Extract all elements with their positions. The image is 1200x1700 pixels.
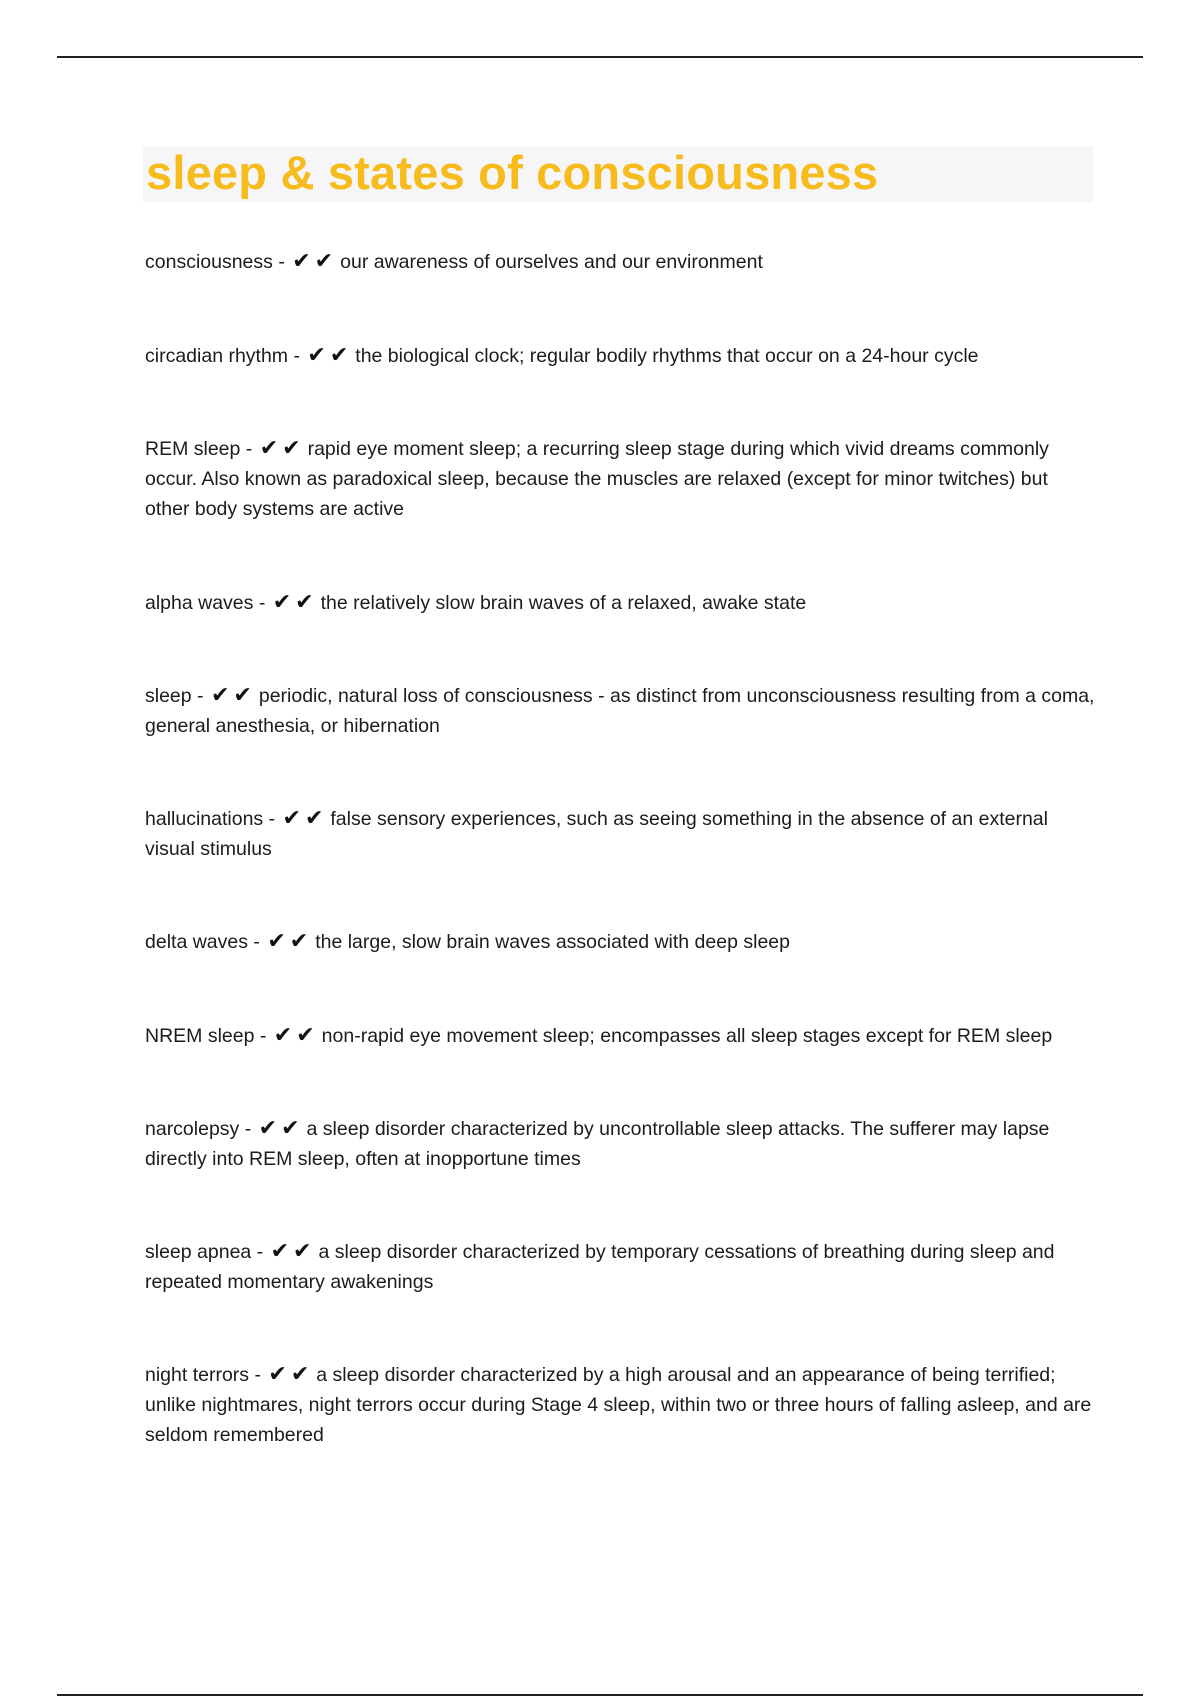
term-separator: - xyxy=(191,685,209,707)
entry-term: REM sleep xyxy=(145,438,241,460)
entry-definition: a sleep disorder characterized by temporary cessations of breathing during sleep and repeated momentary awakenings xyxy=(145,1241,1055,1293)
glossary-entry xyxy=(145,247,1095,277)
double-check-icon: ✔✔ xyxy=(282,806,328,831)
glossary-entry xyxy=(145,434,1095,524)
double-check-icon: ✔✔ xyxy=(267,929,313,954)
entry-definition: false sensory experiences, such as seeing something in the absence of an external visual stimulus xyxy=(145,808,1048,860)
page-title: sleep & states of consciousness xyxy=(146,146,879,199)
entry-term: consciousness xyxy=(145,251,273,273)
glossary-entry xyxy=(145,681,1095,741)
entry-definition: non-rapid eye movement sleep; encompasses all sleep stages except for REM sleep xyxy=(321,1025,1053,1047)
glossary-entry xyxy=(145,804,1095,864)
bottom-rule xyxy=(57,1694,1143,1696)
entry-definition: the large, slow brain waves associated with deep sleep xyxy=(315,931,790,953)
entry-definition: our awareness of ourselves and our environment xyxy=(340,251,763,273)
glossary-entry xyxy=(145,588,1095,618)
term-separator: - xyxy=(240,438,258,460)
entry-definition: a sleep disorder characterized by a high arousal and an appearance of being terrified; unlike nightmares, night terrors occur during Stage 4 sleep, within two or three hours of falling asleep, and are seldom remembered xyxy=(145,1364,1092,1446)
term-separator: - xyxy=(253,592,271,614)
double-check-icon: ✔✔ xyxy=(270,1239,316,1264)
term-separator: - xyxy=(263,808,281,830)
entry-term: sleep xyxy=(145,685,192,707)
entry-definition: a sleep disorder characterized by uncontrollable sleep attacks. The sufferer may lapse directly into REM sleep, often at inopportune times xyxy=(145,1118,1050,1170)
entry-term: night terrors xyxy=(145,1364,250,1386)
entry-definition: rapid eye moment sleep; a recurring sleep stage during which vivid dreams commonly occur. Also known as paradoxical sleep, because the muscles are relaxed (except for minor twitches) but other body systems are active xyxy=(145,438,1049,520)
double-check-icon: ✔✔ xyxy=(307,343,353,368)
entry-term: sleep apnea xyxy=(145,1241,252,1263)
double-check-icon: ✔✔ xyxy=(292,249,338,274)
term-separator: - xyxy=(254,1025,272,1047)
term-separator: - xyxy=(272,251,291,273)
entry-term: hallucinations xyxy=(145,808,264,830)
term-separator: - xyxy=(249,1364,267,1386)
entry-definition: the biological clock; regular bodily rhythms that occur on a 24-hour cycle xyxy=(355,345,979,367)
double-check-icon: ✔✔ xyxy=(273,1023,319,1048)
top-rule xyxy=(57,56,1143,58)
glossary-entry xyxy=(145,1237,1095,1297)
glossary-entry xyxy=(145,341,1095,371)
entry-term: delta waves xyxy=(145,931,248,953)
double-check-icon: ✔✔ xyxy=(268,1362,314,1387)
entry-term: circadian rhythm xyxy=(145,345,289,367)
entry-term: alpha waves xyxy=(145,592,254,614)
entry-term: narcolepsy xyxy=(145,1118,240,1140)
double-check-icon: ✔✔ xyxy=(258,1116,304,1141)
double-check-icon: ✔✔ xyxy=(272,590,318,615)
term-separator: - xyxy=(239,1118,257,1140)
term-separator: - xyxy=(288,345,306,367)
entry-definition: periodic, natural loss of consciousness - as distinct from unconsciousness resulting from a coma, general anesthesia, or hibernation xyxy=(145,685,1095,737)
double-check-icon: ✔✔ xyxy=(259,436,305,461)
glossary-entry xyxy=(145,927,1095,957)
glossary-entry xyxy=(145,1021,1095,1051)
term-separator: - xyxy=(251,1241,269,1263)
glossary-entry xyxy=(145,1114,1095,1174)
entry-definition: the relatively slow brain waves of a relaxed, awake state xyxy=(320,592,807,614)
term-separator: - xyxy=(247,931,266,953)
entry-term: NREM sleep xyxy=(145,1025,255,1047)
glossary-entry xyxy=(145,1360,1095,1450)
double-check-icon: ✔✔ xyxy=(210,683,256,708)
